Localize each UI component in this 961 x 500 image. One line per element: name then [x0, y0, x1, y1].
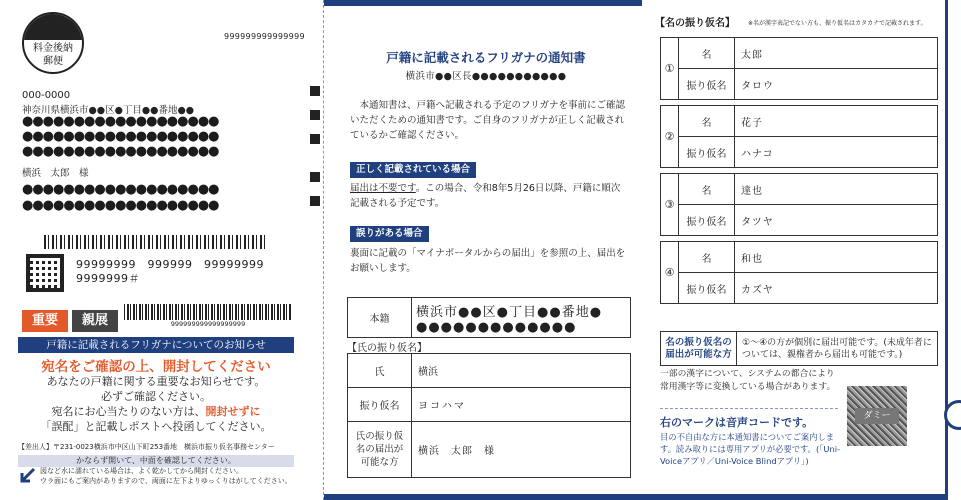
confidential-tag: 親展 — [72, 310, 118, 332]
important-tag: 重要 — [22, 310, 68, 332]
voice-code-text: 目の不自由な方に本通知書についてご案内します。読み取りには専用アプリが必要です。(「Uni-Voiceアプリ／Uni-Voice Blindアプリ」) — [660, 432, 840, 466]
given-name-furigana-value: タツヤ — [735, 205, 938, 236]
surname-applicant-value: 横浜 太郎 様 — [412, 422, 631, 478]
fold-mark — [310, 86, 320, 96]
given-name-label: 名 — [679, 174, 735, 205]
given-name-note: ※名が漢字表記でない方も、振り仮名はカタカナで記載されます。 — [748, 20, 927, 27]
address-line: 神奈川県横浜市●●区●丁目●●番地●● — [22, 105, 195, 116]
address-dots-1: ●●●●●●●●●●●●●●●●●●● — [22, 114, 219, 129]
applicant-label: 名の振り仮名の届出が可能な方 — [661, 332, 737, 366]
issuer: 横浜市●●区長●●●●●●●●●●● — [405, 71, 567, 82]
intro-text: 本通知書は、戸籍へ記載される予定のフリガナを事前にご確認いただくための通知書です。ご自身のフリガナが正しく記載されているかご確認ください。 — [350, 100, 626, 141]
given-name-block — [660, 105, 938, 168]
given-name-furigana-value: カズヤ — [735, 273, 938, 304]
name-dots-1: ●●●●●●●●●●●●●●●●●●● — [22, 182, 219, 197]
given-name-block — [660, 173, 938, 236]
postage-stamp — [22, 12, 84, 74]
notice-body-3a: 宛名にお心当たりのない方は、 — [51, 405, 206, 418]
zip-code: 000-0000 — [22, 90, 71, 101]
applicant-table — [660, 331, 938, 366]
no-notice-needed: 届出は不要です — [350, 183, 416, 194]
surname-value: 横浜 — [412, 354, 631, 388]
barcode-number — [76, 258, 264, 286]
domicile-value-1: 横浜市●●区●丁目●●番地● — [416, 304, 603, 320]
surname-section-header: 【氏の振り仮名】 — [347, 343, 427, 354]
fold-mark — [310, 134, 320, 144]
qr-code — [26, 254, 64, 292]
surname-furigana-value: ヨコハマ — [412, 388, 631, 422]
given-name-block — [660, 241, 938, 304]
peel-arrow-icon — [18, 467, 36, 485]
surname-label: 氏 — [348, 354, 412, 388]
case-correct-text — [350, 181, 628, 211]
fold-mark — [310, 110, 320, 120]
stamp-label: 料金後納 — [33, 43, 73, 54]
person-number: ① — [661, 38, 679, 100]
customer-barcode — [44, 235, 268, 249]
dummy-label: ダミー — [855, 408, 899, 424]
applicant-text: ①～④の方が個別に届出可能です。(未成年者については、親権者から届出も可能です。) — [737, 332, 938, 366]
footnote — [40, 466, 294, 486]
given-name-value: 和也 — [735, 242, 938, 273]
given-name-block — [660, 37, 938, 100]
surname-furigana-label: 振り仮名 — [348, 388, 412, 422]
case-correct-detail: 。この場合、令和8年5月26日以降、戸籍に順次記載される予定です。 — [350, 183, 621, 209]
tracking-barcode — [124, 304, 292, 320]
notice-banner: 戸籍に記載されるフリガナについてのお知らせ — [18, 337, 294, 353]
given-name-label: 名 — [679, 38, 735, 69]
case-error-label: 誤りがある場合 — [350, 226, 429, 242]
footnote-2: ウラ面にもご案内がありますので、両面に左下よりゆっくりはがしてください。 — [40, 477, 292, 485]
note-divider — [660, 408, 838, 409]
domicile-table — [347, 297, 631, 338]
surname-table — [347, 353, 631, 478]
given-name-furigana-value: ハナコ — [735, 137, 938, 168]
voice-code-title: 右のマークは音声コードです。 — [660, 416, 814, 429]
fold-mark — [310, 196, 320, 206]
given-name-label: 名 — [679, 106, 735, 137]
stamp-label-2: 郵便 — [43, 56, 63, 67]
person-number: ③ — [661, 174, 679, 236]
mail-cover-panel — [0, 0, 312, 500]
given-name-value: 太郎 — [735, 38, 938, 69]
recipient-name: 横浜 太郎 様 — [22, 168, 89, 179]
kanji-note: 一部の漢字について、システムの都合により常用漢字等に変換している場合があります。 — [660, 369, 836, 392]
open-reminder-band: かならず開いて、中面を確認してください。 — [18, 455, 294, 467]
page-title: 戸籍に記載されるフリガナの通知書 — [386, 50, 586, 65]
sender-address: 【差出人】〒231-0023横浜市中区山下町253番地 横浜市振り仮名事務センター — [18, 443, 275, 451]
barcode-number-2: 9999999＃ — [76, 272, 140, 285]
fold-line — [323, 0, 324, 500]
domicile-value-2: ●●●●●●●●●●●●● — [416, 319, 577, 335]
given-name-furigana-value: タロウ — [735, 69, 938, 100]
bottom-border — [324, 494, 642, 500]
case-correct-label: 正しく記載されている場合 — [350, 162, 476, 178]
given-name-furigana-label: 振り仮名 — [679, 137, 735, 168]
given-name-furigana-label: 振り仮名 — [679, 273, 735, 304]
tracking-barcode-number: 999999999999999999 — [170, 320, 246, 328]
open-instruction-title: 宛名をご確認の上、開封してください — [41, 359, 271, 375]
given-name-label: 名 — [679, 242, 735, 273]
address-dots-2: ●●●●●●●●●●●●●●●●●●● — [22, 129, 219, 144]
address-dots-3: ●●●●●●●●●●●●●●●●●●● — [22, 144, 219, 159]
notice-body-1: あなたの戸籍に関する重要なお知らせです。 — [46, 375, 266, 388]
person-number: ② — [661, 106, 679, 168]
name-dots-2: ●●●●●●●●●●●●●●●●●●● — [22, 198, 219, 213]
footnote-1: 図など水に濡れている場合は、よく乾かしてから開封ください。 — [40, 467, 243, 475]
given-name-furigana-label: 振り仮名 — [679, 205, 735, 236]
surname-applicant-label: 氏の振り仮名の届出が可能な方 — [348, 422, 412, 478]
customer-number: 999999999999999 — [224, 32, 305, 41]
given-name-value: 達也 — [735, 174, 938, 205]
given-name-furigana-label: 振り仮名 — [679, 69, 735, 100]
case-error-text: 裏面に記載の「マイナポータルからの届出」を参照の上、届出をお願いします。 — [350, 248, 626, 274]
person-number: ④ — [661, 242, 679, 304]
given-name-header: 【名の振り仮名】 — [655, 18, 735, 29]
domicile-value — [412, 298, 631, 338]
domicile-label: 本籍 — [348, 298, 412, 338]
notice-body-4: 「誤配」と記載しポストへ投函してください。 — [40, 420, 272, 433]
notice-body-2: 必ずご確認ください。 — [101, 390, 211, 403]
do-not-open-text: 開封せずに — [205, 405, 261, 418]
given-name-value: 花子 — [735, 106, 938, 137]
notice-body-3 — [18, 404, 294, 419]
right-bottom-border — [642, 494, 946, 500]
barcode-number-1: 99999999 999999 99999999 — [76, 258, 264, 271]
top-border — [324, 0, 642, 6]
fold-mark — [310, 172, 320, 182]
